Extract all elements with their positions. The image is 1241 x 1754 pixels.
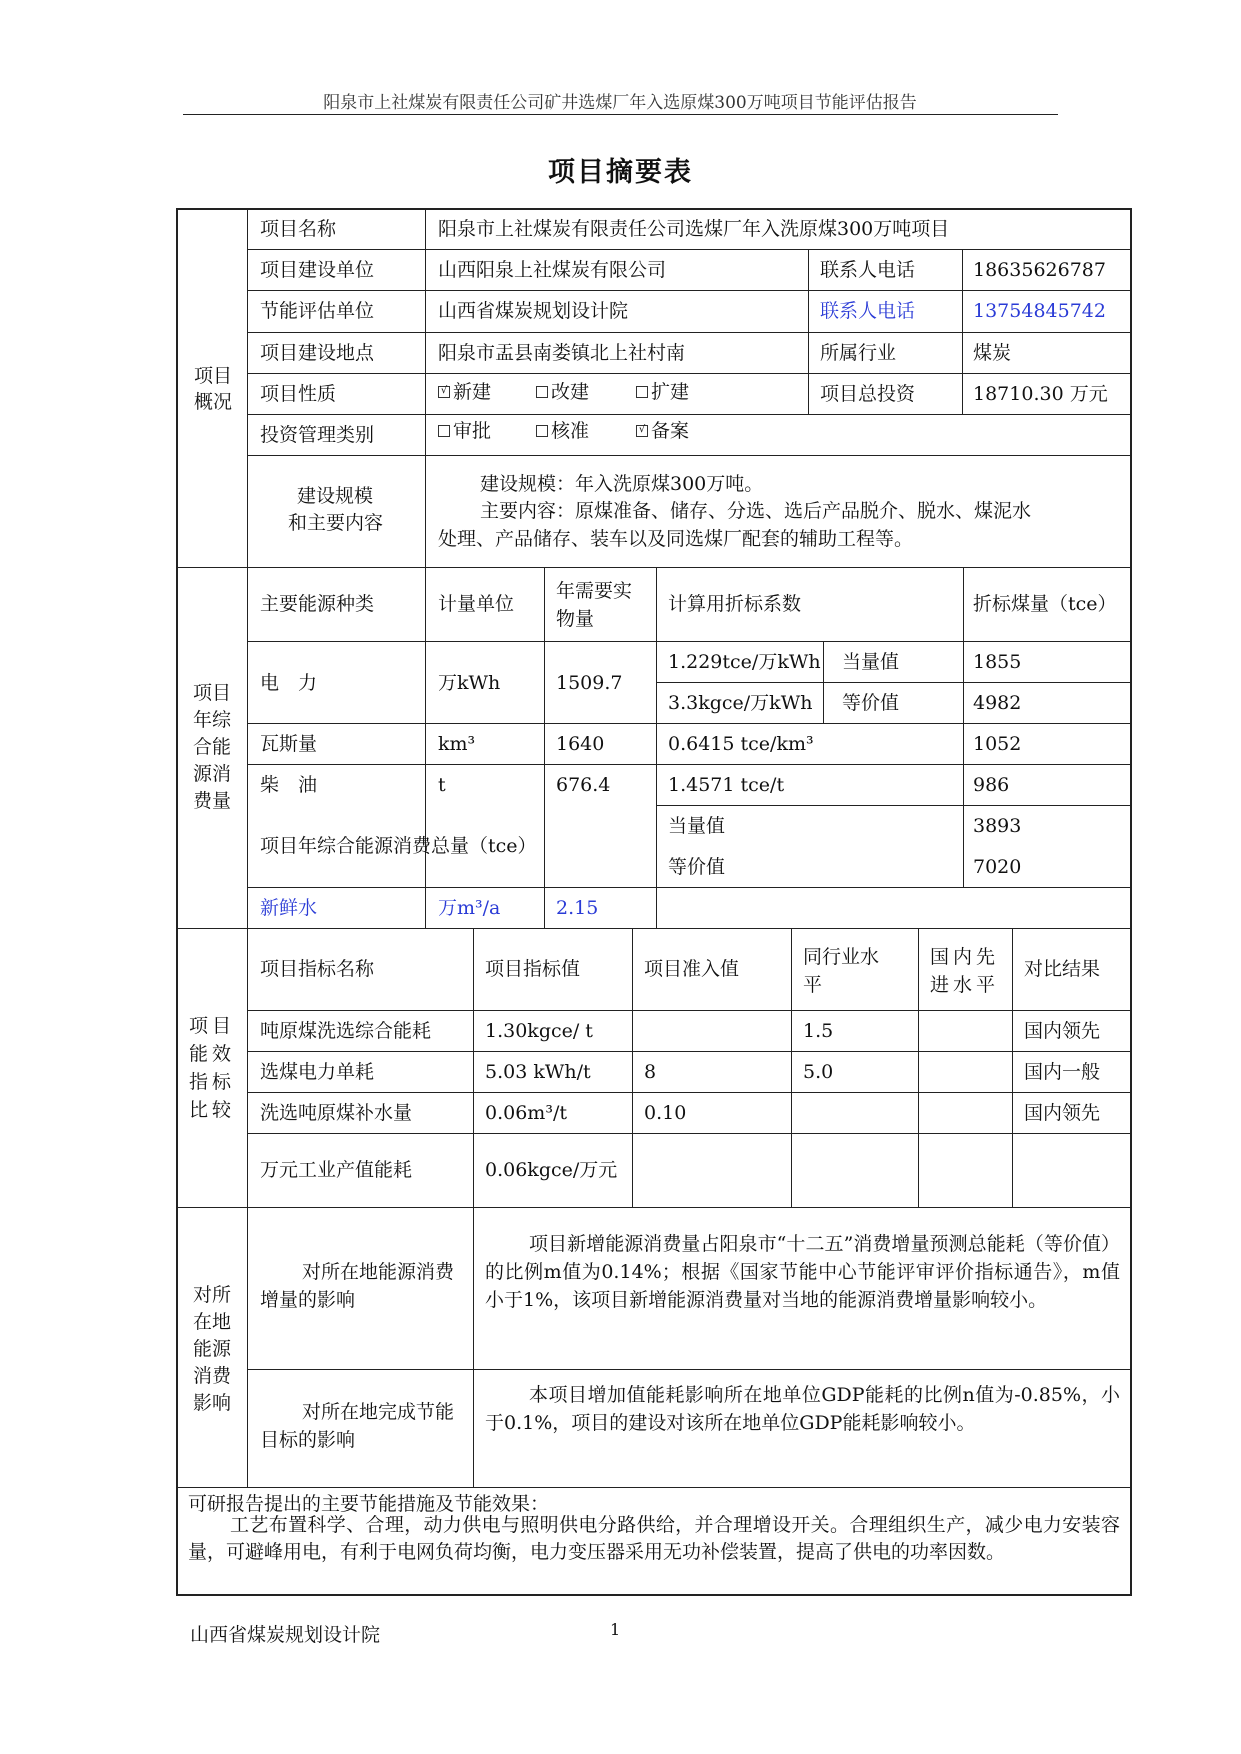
eff-row-1-name: 吨原煤洗选综合能耗 — [260, 1020, 432, 1042]
checkbox-expand[interactable] — [636, 386, 648, 398]
mgmt-option-record[interactable]: √ 备案 — [636, 419, 689, 443]
energy-header-amount: 年需要实物量 — [556, 580, 633, 630]
builder-value: 山西阳泉上社煤炭有限公司 — [438, 259, 667, 281]
table-border-right — [1130, 208, 1132, 1596]
builder-phone-label: 联系人电话 — [820, 259, 916, 281]
water-name: 新鲜水 — [260, 897, 318, 919]
impact-row-2-label: 对所在地完成节能目标的影响 — [260, 1401, 455, 1451]
mgmt-option-verify[interactable]: 核准 — [536, 419, 589, 443]
section-label-energy: 项目年综合能源消费量 — [192, 682, 231, 812]
eff-row-1-industry: 1.5 — [803, 1020, 834, 1042]
total-equiv-value: 3893 — [973, 815, 1022, 837]
electricity-unit: 万kWh — [438, 672, 501, 694]
gas-unit: km³ — [438, 733, 476, 755]
electricity-name: 电 力 — [260, 672, 318, 694]
page-number: 1 — [610, 1620, 621, 1639]
table-border-top — [176, 208, 1132, 210]
water-unit: 万m³/a — [438, 897, 501, 919]
project-name-value: 阳泉市上社煤炭有限责任公司选煤厂年入洗原煤300万吨项目 — [438, 218, 950, 240]
nature-label: 项目性质 — [260, 383, 337, 405]
nature-option-expand[interactable]: 扩建 — [636, 380, 689, 404]
eff-header-name: 项目指标名称 — [260, 958, 375, 980]
nature-option-rebuild[interactable]: 改建 — [536, 380, 589, 404]
eff-header-advanced: 国内先进水平 — [930, 946, 1000, 996]
assessor-label: 节能评估单位 — [260, 300, 375, 322]
eff-row-3-entry: 0.10 — [644, 1102, 687, 1124]
diesel-tce: 986 — [973, 774, 1010, 796]
builder-label: 项目建设单位 — [260, 259, 375, 281]
electricity-coef-1: 1.229tce/万kWh — [668, 651, 821, 673]
table-border-left — [176, 208, 178, 1596]
eff-row-2-result: 国内一般 — [1024, 1061, 1101, 1083]
electricity-coef-2: 3.3kgce/万kWh — [668, 692, 813, 714]
header-rule — [183, 114, 1058, 115]
electricity-tce-2: 4982 — [973, 692, 1022, 714]
total-price-value: 7020 — [973, 856, 1022, 878]
eff-row-3-value: 0.06m³/t — [485, 1102, 567, 1124]
footer-org: 山西省煤炭规划设计院 — [190, 1624, 381, 1646]
eff-header-result: 对比结果 — [1024, 958, 1101, 980]
impact-row-2-text: 本项目增加值能耗影响所在地单位GDP能耗的比例n值为-0.85%，小于0.1%，项目的建设对该所在地单位GDP能耗影响较小。 — [485, 1384, 1120, 1434]
total-equiv-label: 当量值 — [668, 815, 726, 837]
energy-header-unit: 计量单位 — [438, 593, 515, 615]
industry-label: 所属行业 — [820, 342, 897, 364]
investment-label: 项目总投资 — [820, 383, 916, 405]
builder-phone-value: 18635626787 — [973, 259, 1106, 281]
electricity-coef-1-type: 当量值 — [842, 651, 900, 673]
page-title: 项目摘要表 — [548, 157, 693, 188]
location-label: 项目建设地点 — [260, 342, 375, 364]
scale-line-2: 主要内容：原煤准备、储存、分选、选后产品脱介、脱水、煤泥水 — [480, 500, 1032, 522]
measures-text: 工艺布置科学、合理，动力供电与照明供电分路供给，并合理增设开关。合理组织生产，减少电力安装容量，可避峰用电，有利于电网负荷均衡，电力变压器采用无功补偿装置，提高了供电的功率因数。 — [188, 1514, 1120, 1563]
total-price-label: 等价值 — [668, 856, 726, 878]
energy-header-coef: 计算用折标系数 — [668, 593, 802, 615]
eff-header-industry: 同行业水平 — [803, 946, 880, 996]
eff-row-4-name: 万元工业产值能耗 — [260, 1159, 413, 1181]
eff-row-2-entry: 8 — [644, 1061, 657, 1083]
mgmt-label: 投资管理类别 — [260, 424, 375, 446]
assessor-value: 山西省煤炭规划设计院 — [438, 300, 629, 322]
impact-row-1-text: 项目新增能源消费量占阳泉市“十二五”消费增量预测总能耗（等价值）的比例m值为0.14%；根据《国家节能中心节能评审评价指标通告》，m值小于1%，该项目新增能源消费量对当地的能源消费增量影响较小。 — [485, 1233, 1120, 1311]
eff-row-2-industry: 5.0 — [803, 1061, 834, 1083]
diesel-unit: t — [438, 774, 446, 796]
assessor-phone-value: 13754845742 — [973, 300, 1106, 322]
eff-header-value: 项目指标值 — [485, 958, 581, 980]
diesel-name: 柴 油 — [260, 774, 318, 796]
section-label-overview: 项目概况 — [193, 365, 232, 413]
scale-line-1: 建设规模：年入洗原煤300万吨。 — [480, 473, 764, 495]
electricity-amount: 1509.7 — [556, 672, 623, 694]
gas-coef: 0.6415 tce/km³ — [668, 733, 814, 755]
gas-tce: 1052 — [973, 733, 1022, 755]
scale-label-1: 建设规模 — [297, 485, 374, 507]
energy-header-tce: 折标煤量（tce） — [973, 593, 1117, 615]
eff-row-1-value: 1.30kgce/ t — [485, 1020, 593, 1042]
report-header-title: 阳泉市上社煤炭有限责任公司矿井选煤厂年入选原煤300万吨项目节能评估报告 — [323, 93, 917, 113]
gas-name: 瓦斯量 — [260, 733, 318, 755]
total-energy-label: 项目年综合能源消费总量（tce） — [260, 835, 537, 857]
checkbox-approve[interactable] — [438, 425, 450, 437]
location-value: 阳泉市盂县南娄镇北上社村南 — [438, 342, 686, 364]
project-name-label: 项目名称 — [260, 218, 337, 240]
table-border-bottom — [176, 1594, 1132, 1596]
assessor-phone-label: 联系人电话 — [820, 300, 916, 322]
eff-header-entry: 项目准入值 — [644, 958, 740, 980]
section-label-efficiency: 项目能效指标比较 — [188, 1015, 235, 1121]
diesel-amount: 676.4 — [556, 774, 611, 796]
nature-option-new[interactable]: √ 新建 — [438, 380, 491, 404]
eff-row-2-name: 选煤电力单耗 — [260, 1061, 375, 1083]
water-amount: 2.15 — [556, 897, 599, 919]
diesel-coef: 1.4571 tce/t — [668, 774, 785, 796]
gas-amount: 1640 — [556, 733, 605, 755]
eff-row-3-name: 洗选吨原煤补水量 — [260, 1102, 413, 1124]
eff-row-2-value: 5.03 kWh/t — [485, 1061, 591, 1083]
checkbox-rebuild[interactable] — [536, 386, 548, 398]
checkbox-record[interactable]: √ — [636, 425, 648, 437]
energy-header-type: 主要能源种类 — [260, 593, 375, 615]
mgmt-option-approve[interactable]: 审批 — [438, 419, 491, 443]
measures-title: 可研报告提出的主要节能措施及节能效果： — [188, 1493, 550, 1515]
impact-row-1-label: 对所在地能源消费增量的影响 — [260, 1261, 455, 1311]
section-label-impact: 对所在地能源消费影响 — [192, 1284, 231, 1414]
checkbox-verify[interactable] — [536, 425, 548, 437]
checkbox-new[interactable]: √ — [438, 386, 450, 398]
scale-line-3: 处理、产品储存、装车以及同选煤厂配套的辅助工程等。 — [438, 528, 914, 550]
eff-row-3-result: 国内领先 — [1024, 1102, 1101, 1124]
investment-value: 18710.30 万元 — [973, 383, 1108, 405]
industry-value: 煤炭 — [973, 342, 1012, 364]
eff-row-4-value: 0.06kgce/万元 — [485, 1159, 618, 1181]
electricity-coef-2-type: 等价值 — [842, 692, 900, 714]
eff-row-1-result: 国内领先 — [1024, 1020, 1101, 1042]
scale-label-2: 和主要内容 — [288, 512, 384, 534]
electricity-tce-1: 1855 — [973, 651, 1022, 673]
